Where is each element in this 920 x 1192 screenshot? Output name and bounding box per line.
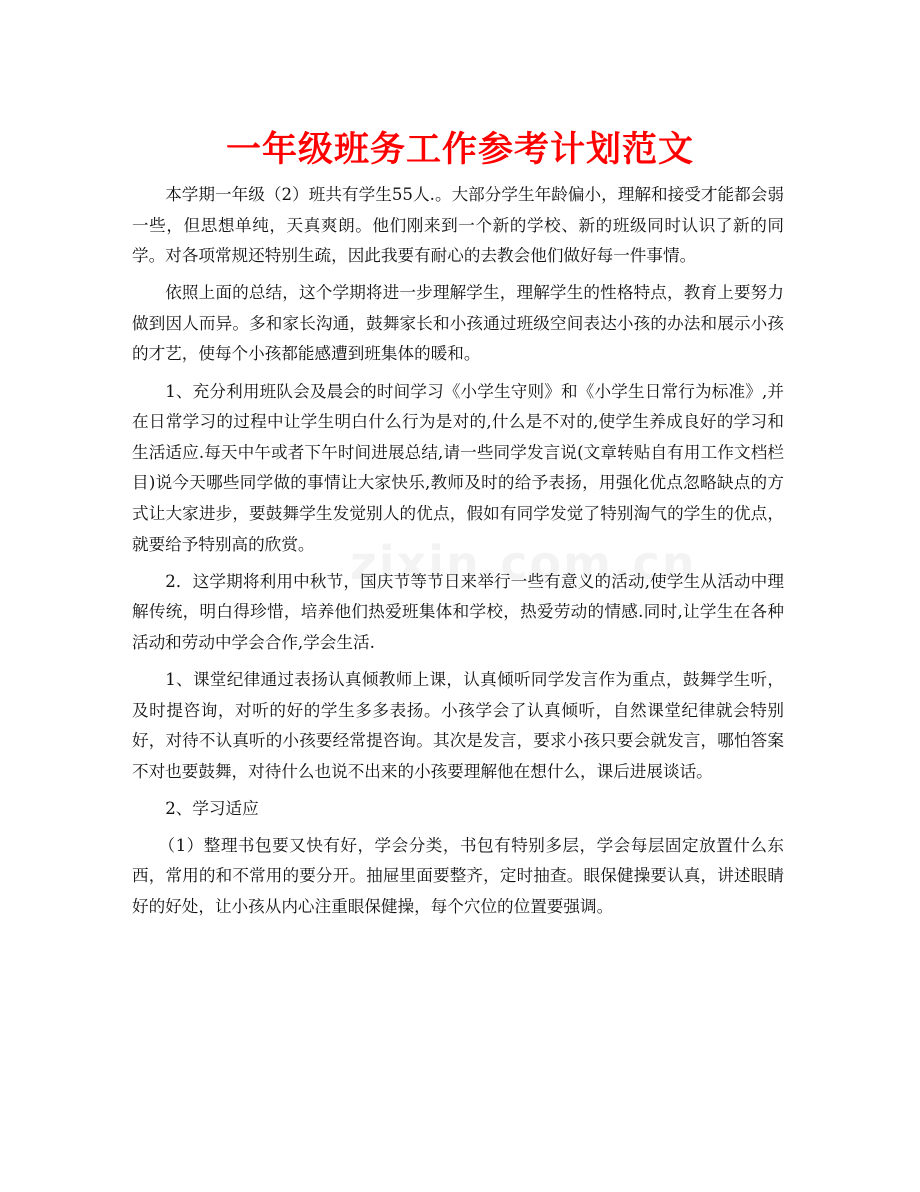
- paragraph-intro: 本学期一年级（2）班共有学生55人.。大部分学生年龄偏小，理解和接受才能都会弱一些，但思想单纯，天真爽朗。他们刚来到一个新的学校、新的班级同时认识了新的同学。对各项常规还特别生疏，因此我要有耐心的去教会他们做好每一件事情。: [132, 185, 784, 266]
- paragraph-sub-item-1-bag: （1）整理书包要又快有好，学会分类，书包有特别多层，学会每层固定放置什么东西，常用的和不常用的要分开。抽屉里面要整齐，定时抽查。眼保健操要认真，讲述眼睛好的好处，让小孩从内心注重眼保健操，每个穴位的位置要强调。: [132, 835, 784, 917]
- document-title: 一年级班务工作参考计划范文: [225, 130, 694, 170]
- watermark: [350, 536, 590, 590]
- paragraph-item-1-rules: 1、充分利用班队会及晨会的时间学习《小学生守则》和《小学生日常行为标准》,并在日常学习的过程中让学生明白什么行为是对的,什么是不对的,使学生养成良好的学习和生活适应.每天中午或者下午时间进展总结,请一些同学发言说(文章转贴自有用工作文档栏目)说今天哪些同学做的事情让大家快乐,教师及时的给予表扬，用强化优点忽略缺点的方式让大家进步，要鼓舞学生发觉别人的优点，假如有同学发觉了特别淘气的学生的优点，就要给予特别高的欣赏。: [132, 381, 784, 554]
- paragraph-heading-study-habits: 2、学习适应: [165, 798, 259, 818]
- paragraph-item-1-classroom-discipline: 1、课堂纪律通过表扬认真倾教师上课，认真倾听同学发言作为重点，鼓舞学生听，及时提咨询，对听的好的学生多多表扬。小孩学会了认真倾听，自然课堂纪律就会特别好，对待不认真听的小孩要经常提咨询。其次是发言，要求小孩只要会就发言，哪怕答案不对也要鼓舞，对待什么也说不出来的小孩要理解他在想什么，课后进展谈话。: [132, 669, 784, 781]
- paragraph-item-2-activities: 2．这学期将利用中秋节，国庆节等节日来举行一些有意义的活动,使学生从活动中理解传统，明白得珍惜，培养他们热爱班集体和学校，热爱劳动的情感.同时,让学生在各种活动和劳动中学会合作,学会生活.: [132, 571, 784, 652]
- paragraph-summary: 依照上面的总结，这个学期将进一步理解学生，理解学生的性格特点，教育上要努力做到因人而异。多和家长沟通，鼓舞家长和小孩通过班级空间表达小孩的办法和展示小孩的才艺，使每个小孩都能感遭到班集体的暖和。: [132, 283, 784, 364]
